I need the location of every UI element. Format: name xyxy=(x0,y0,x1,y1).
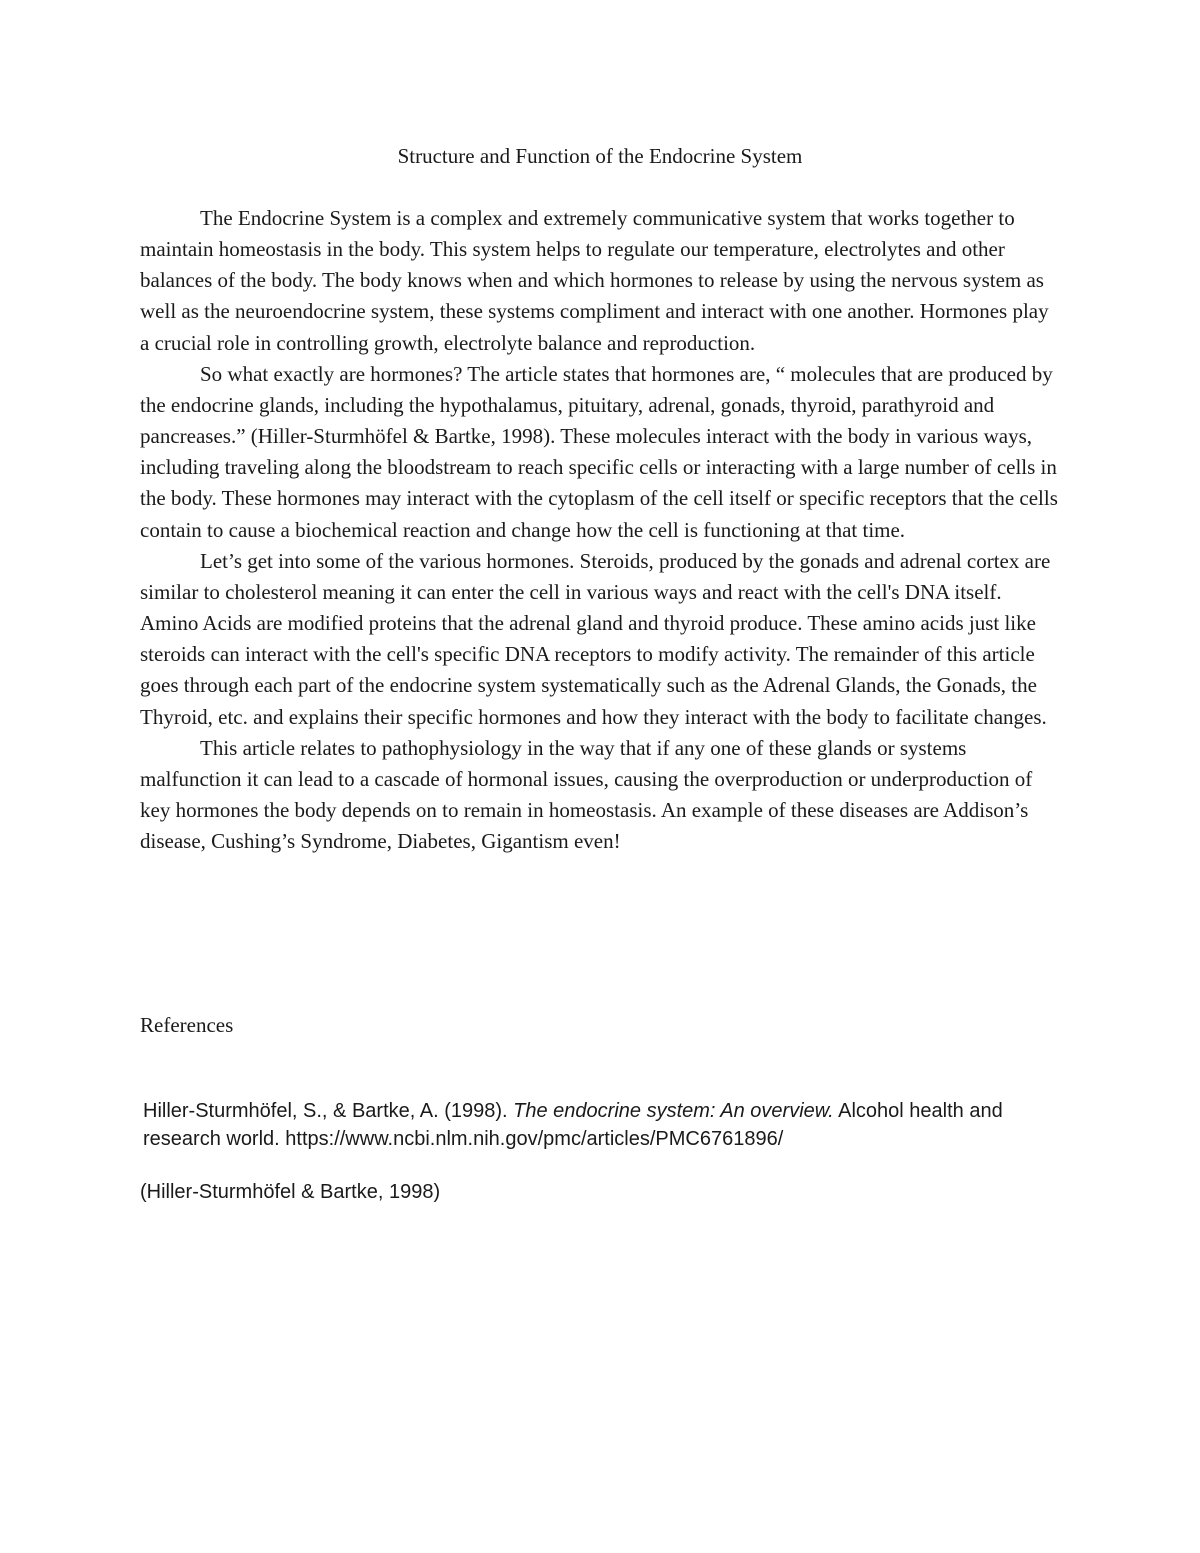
reference-source: Alcohol health and research world. https://www.ncbi.nlm.nih.gov/pmc/articles/PMC6761896/ xyxy=(143,1100,1003,1150)
body-paragraph: So what exactly are hormones? The article states that hormones are, “ molecules that are produced by the endocrine glands, including the hypothalamus, pituitary, adrenal, gonads, thyroid, parathyroid and pancreases.” (Hiller-Sturmhöfel & Bartke, 1998). These molecules interact with the body in various ways, including traveling along the bloodstream to reach specific cells or interacting with a large number of cells in the body. These hormones may interact with the cytoplasm of the cell itself or specific receptors that the cells contain to cause a biochemical reaction and change how the cell is functioning at that time. xyxy=(140,361,1058,542)
document-body xyxy=(140,203,1062,857)
reference-entry xyxy=(143,1097,1063,1153)
reference-title: The endocrine system: An overview. xyxy=(513,1100,834,1122)
body-paragraph: Let’s get into some of the various hormones. Steroids, produced by the gonads and adrenal cortex are similar to cholesterol meaning it can enter the cell in various ways and react with the cell's DNA itself. Amino Acids are modified proteins that the adrenal gland and thyroid produce. These amino acids just like steroids can interact with the cell's specific DNA receptors to modify activity. The remainder of this article goes through each part of the endocrine system systematically such as the Adrenal Glands, the Gonads, the Thyroid, etc. and explains their specific hormones and how they interact with the body to facilitate changes. xyxy=(140,548,1051,729)
in-text-citation: (Hiller-Sturmhöfel & Bartke, 1998) xyxy=(140,1181,441,1203)
body-paragraph: This article relates to pathophysiology in the way that if any one of these glands or systems malfunction it can lead to a cascade of hormonal issues, causing the overproduction or underproduction of key hormones the body depends on to remain in homeostasis. An example of these diseases are Addison’s disease, Cushing’s Syndrome, Diabetes, Gigantism even! xyxy=(140,735,1033,854)
reference-authors: Hiller-Sturmhöfel, S., & Bartke, A. (1998). xyxy=(143,1100,508,1122)
references-heading: References xyxy=(140,1013,234,1037)
body-paragraph: The Endocrine System is a complex and extremely communicative system that works together to maintain homeostasis in the body. This system helps to regulate our temperature, electrolytes and other balances of the body. The body knows when and which hormones to release by using the nervous system as well as the neuroendocrine system, these systems compliment and interact with one another. Hormones play a crucial role in controlling growth, electrolyte balance and reproduction. xyxy=(140,206,1049,355)
document-title: Structure and Function of the Endocrine System xyxy=(397,144,803,168)
